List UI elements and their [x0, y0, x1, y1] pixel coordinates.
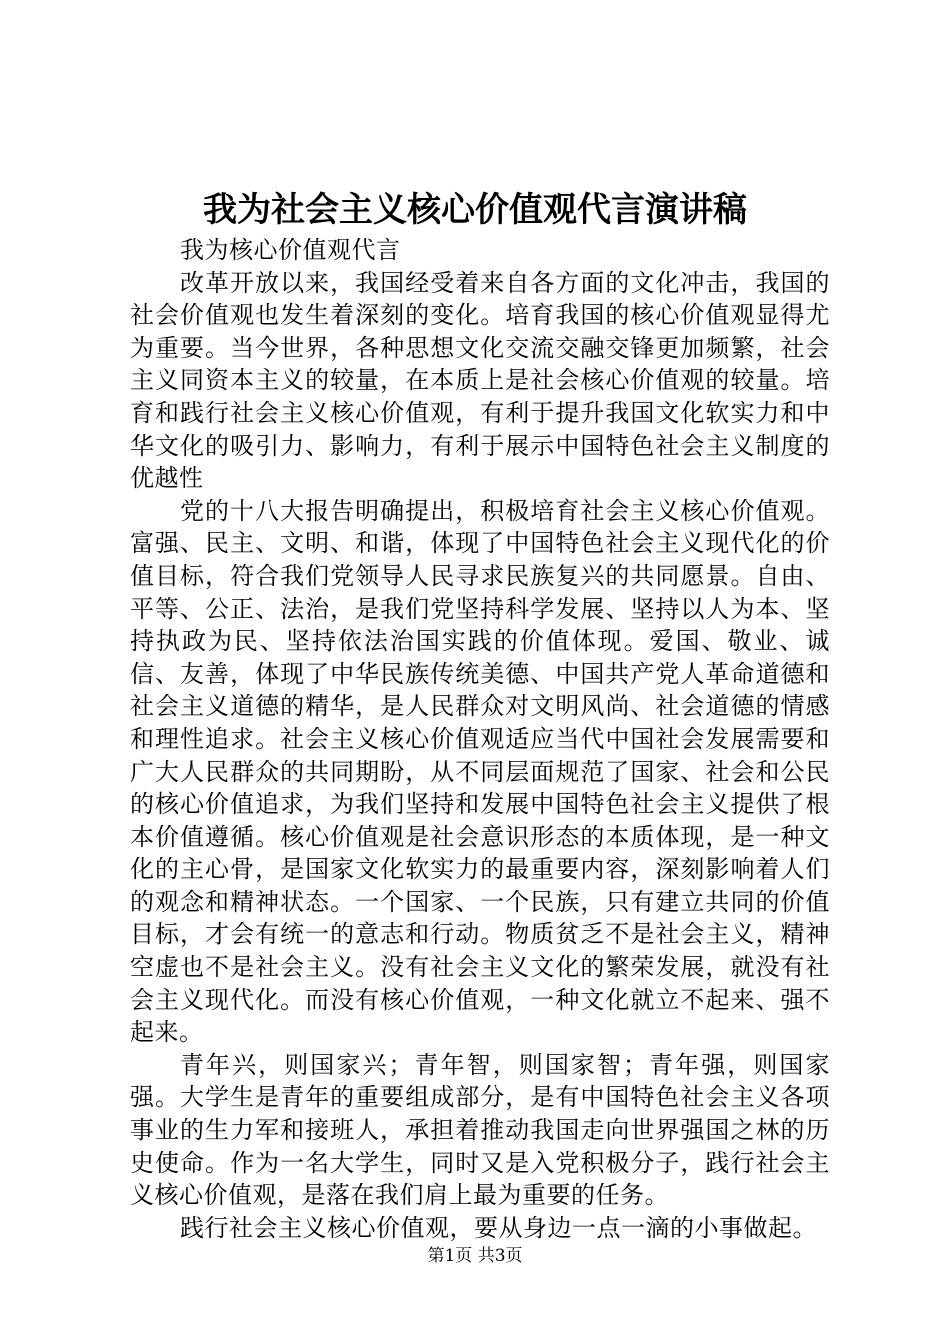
- paragraph: 改革开放以来，我国经受着来自各方面的文化冲击，我国的社会价值观也发生着深刻的变化。培育我国的核心价值观显得尤为重要。当今世界，各种思想文化交流交融交锋更加频繁，社会主义同资本主义的较量，在本质上是社会核心价值观的较量。培育和践行社会主义核心价值观，有利于提升我国文化软实力和中华文化的吸引力、影响力，有利于展示中国特色社会主义制度的优越性: [130, 268, 830, 493]
- paragraph: 党的十八大报告明确提出，积极培育社会主义核心价值观。富强、民主、文明、和谐，体现了中国特色社会主义现代化的价值目标，符合我们党领导人民寻求民族复兴的共同愿景。自由、平等、公正、法治，是我们党坚持科学发展、坚持以人为本、坚持执政为民、坚持依法治国实践的价值体现。爱国、敬业、诚信、友善，体现了中华民族传统美德、中国共产党人革命道德和社会主义道德的精华，是人民群众对文明风尚、社会道德的情感和理性追求。社会主义核心价值观适应当代中国社会发展需要和广大人民群众的共同期盼，从不同层面规范了国家、社会和公民的核心价值追求，为我们坚持和发展中国特色社会主义提供了根本价值遵循。核心价值观是社会意识形态的本质体现，是一种文化的主心骨，是国家文化软实力的最重要内容，深刻影响着人们的观念和精神状态。一个国家、一个民族，只有建立共同的价值目标，才会有统一的意志和行动。物质贫乏不是社会主义，精神空虚也不是社会主义。没有社会主义文化的繁荣发展，就没有社会主义现代化。而没有核心价值观，一种文化就立不起来、强不起来。: [130, 496, 830, 1047]
- document-title: 我为社会主义核心价值观代言演讲稿: [203, 190, 747, 230]
- paragraph: 践行社会主义核心价值观，要从身边一点一滴的小事做起。: [180, 1213, 817, 1242]
- paragraph: 青年兴，则国家兴；青年智，则国家智；青年强，则国家强。大学生是青年的重要组成部分，是有中国特色社会主义各项事业的生力军和接班人，承担着推动我国走向世界强国之林的历史使命。作为一名大学生，同时又是入党积极分子，践行社会主义核心价值观，是落在我们肩上最为重要的任务。: [130, 1050, 830, 1210]
- document-body: [130, 234, 830, 1244]
- paragraph-subtitle: 我为核心价值观代言: [180, 236, 401, 264]
- page-number-footer: 第1页 共3页: [427, 1246, 523, 1266]
